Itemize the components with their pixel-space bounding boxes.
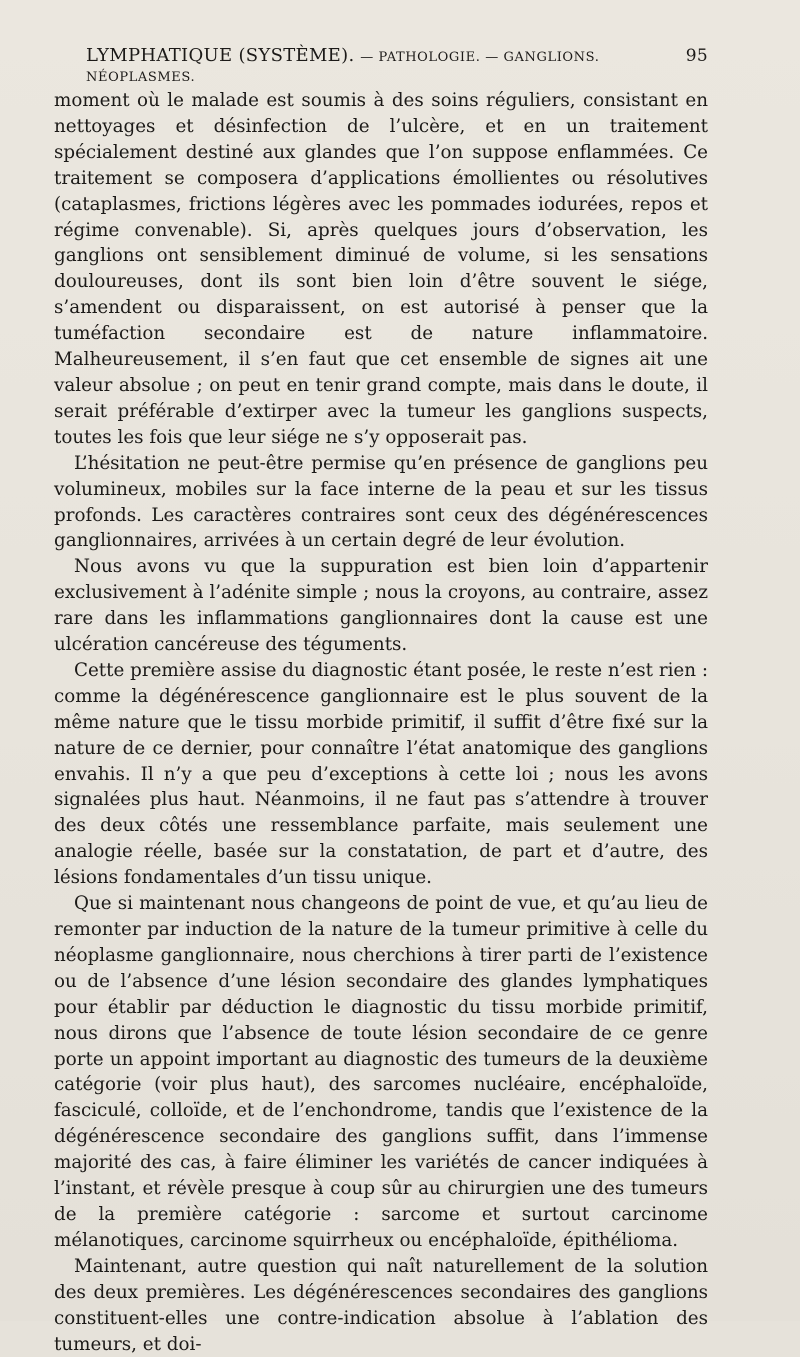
body-text <box>54 88 708 1357</box>
paragraph-2: L’hésitation ne peut-être permise qu’en présence de ganglions peu volumineux, mobiles sur la face interne de la peau et sur les tissus profonds. Les caractères contraires sont ceux des dégénérescences ganglionnaires, arrivées à un certain degré de leur évolution. <box>54 452 708 552</box>
paragraph-6: Maintenant, autre question qui naît naturellement de la solution des deux premières. Les dégénérescences secondaires des ganglions constituent-elles une contre-indication absolue à l’ablation des tumeurs, et doi- <box>54 1255 708 1355</box>
paragraph-5: Que si maintenant nous changeons de point de vue, et qu’au lieu de remonter par induction de la nature de la tumeur primitive à celle du néoplasme ganglionnaire, nous cherchions à tirer parti de l’existence ou de l’absence d’une lésion secondaire des glandes lymphatiques pour établir par déduction le diagnostic du tissu morbide primitif, nous dirons que l’absence de toute lésion secondaire de ce genre porte un appoint important au diagnostic des tumeurs de la deuxième catégorie (voir plus haut), des sarcomes nucléaire, encéphaloïde, fasciculé, colloïde, et de l’enchondrome, tandis que l’existence de la dégénérescence secondaire des ganglions suffit, dans l’immense majorité des cas, à faire éliminer les variétés de cancer indiquées à l’instant, et révèle presque à coup sûr au chirurgien une des tumeurs de la première catégorie : sarcome et surtout carcinome mélanotiques, carcinome squirrheux ou encéphaloïde, épithélioma. <box>54 893 708 1251</box>
header-title-group <box>86 45 686 86</box>
header-title: LYMPHATIQUE (SYSTÈME). <box>86 45 355 66</box>
running-header <box>86 45 708 86</box>
header-section: — PATHOLOGIE. — GANGLIONS. NÉOPLASMES. <box>86 50 600 85</box>
paragraph-4: Cette première assise du diagnostic étant posée, le reste n’est rien : comme la dégénérescence ganglionnaire est le plus souvent de la même nature que le tissu morbide primitif, il suffit d’être fixé sur la nature de ce dernier, pour connaître l’état anatomique des ganglions envahis. Il n’y a que peu d’exceptions à cette loi ; nous les avons signalées plus haut. Néanmoins, il ne faut pas s’attendre à trouver des deux côtés une ressemblance parfaite, mais seulement une analogie réelle, basée sur la constatation, de part et d’autre, des lésions fondamentales d’un tissu unique. <box>54 659 708 889</box>
paragraph-3: Nous avons vu que la suppuration est bien loin d’appartenir exclusivement à l’adénite simple ; nous la croyons, au contraire, assez rare dans les inflammations ganglionnaires dont la cause est une ulcération cancéreuse des téguments. <box>54 556 708 656</box>
page-number: 95 <box>685 46 708 66</box>
paragraph-1: moment où le malade est soumis à des soins réguliers, consistant en nettoyages et désinfection de l’ulcère, et en un traitement spécialement destiné aux glandes que l’on suppose enflammées. Ce traitement se composera d’applications émollientes ou résolutives (cataplasmes, frictions légères avec les pommades iodurées, repos et régime convenable). Si, après quelques jours d’observation, les ganglions ont sensiblement diminué de volume, si les sensations douloureuses, dont ils sont bien loin d’être souvent le siége, s’amendent ou disparaissent, on est autorisé à penser que la tuméfaction secondaire est de nature inflammatoire. Malheureusement, il s’en faut que cet ensemble de signes ait une valeur absolue ; on peut en tenir grand compte, mais dans le doute, il serait préférable d’extirper avec la tumeur les ganglions suspects, toutes les fois que leur siége ne s’y opposerait pas. <box>54 90 708 448</box>
